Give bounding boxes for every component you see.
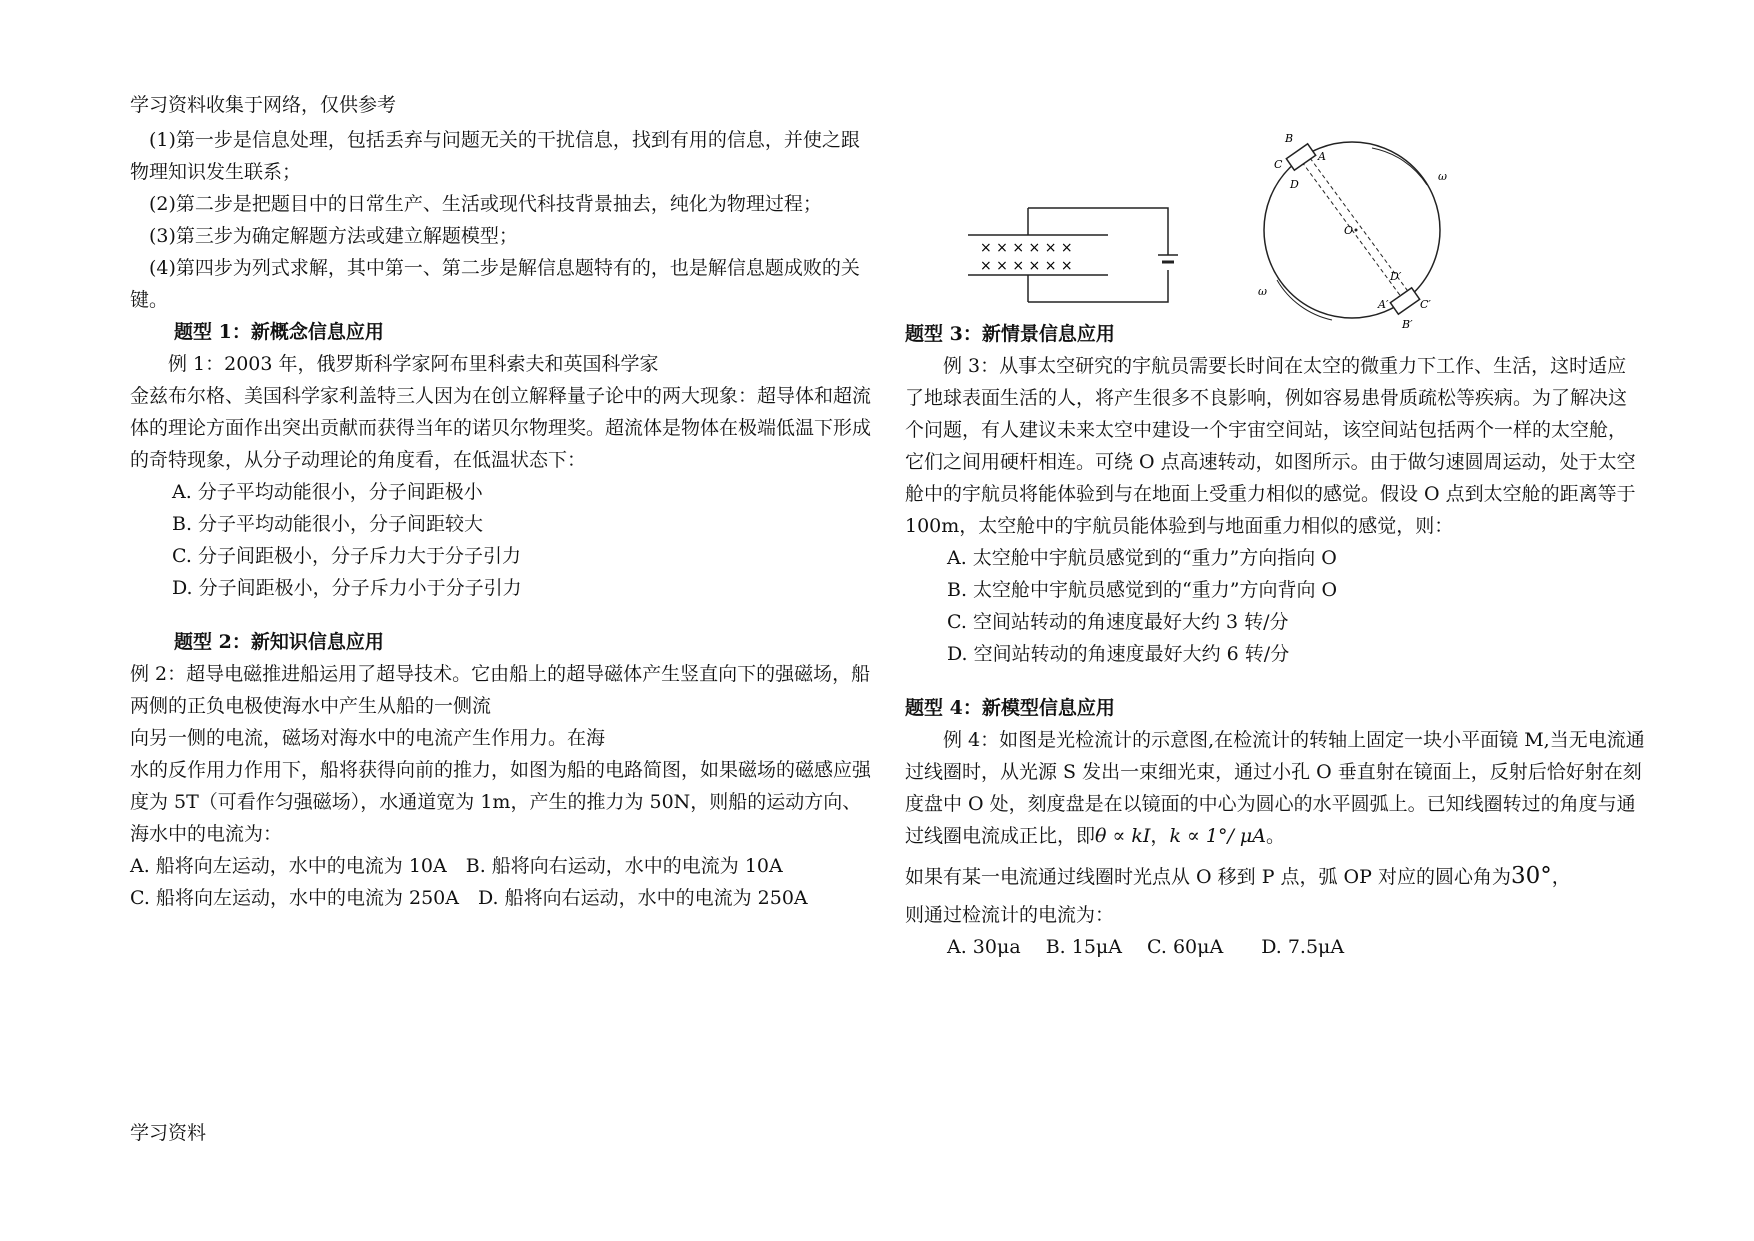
- example3-option-d: D. 空间站转动的角速度最好大约 6 转/分: [947, 643, 1290, 665]
- example3-option-a: A. 太空舱中宇航员感觉到的“重力”方向指向 O: [947, 547, 1337, 569]
- label-B: B: [1285, 132, 1294, 145]
- step-1: (1)第一步是信息处理，包括丢弃与问题无关的干扰信息，找到有用的信息，并使之跟物理知识发生联系；: [130, 129, 860, 183]
- space-station-figure: [1252, 130, 1452, 330]
- angle-value: 30°: [1510, 863, 1552, 889]
- label-omega-top: ω: [1438, 170, 1447, 183]
- example4-options: A. 30μa B. 15μA C. 60μA D. 7.5μA: [947, 936, 1345, 958]
- formula-separator: ，: [1150, 825, 1170, 847]
- type2-title: 题型 2：新知识信息应用: [174, 631, 384, 653]
- label-C-prime: C′: [1420, 298, 1431, 311]
- field-marks-row2: × × × × × ×: [980, 258, 1073, 274]
- step-4: (4)第四步为列式求解，其中第一、第二步是解信息题特有的，也是解信息题成败的关键。: [130, 257, 860, 311]
- example3-option-b: B. 太空舱中宇航员感觉到的“重力”方向背向 O: [947, 579, 1338, 601]
- example4-stem: [905, 724, 1645, 852]
- example4-question-end: ，: [1551, 866, 1571, 888]
- example1-option-a: A. 分子平均动能很小，分子间距极小: [172, 481, 483, 503]
- right-column: [905, 318, 1645, 963]
- example1-stem-line1: 例 1：2003 年，俄罗斯科学家阿布里科索夫和英国科学家: [168, 353, 659, 375]
- example1-stem: 金兹布尔格、美国科学家利盖特三人因为在创立解释量子论中的两大现象：超导体和超流体的理论方面作出突出贡献而获得当年的诺贝尔物理奖。超流体是物体在极端低温下形成的奇特现象，从分子动理论的角度看，在低温状态下：: [130, 385, 872, 471]
- example2-options-ab: A. 船将向左运动，水中的电流为 10A B. 船将向右运动，水中的电流为 10A: [130, 855, 783, 877]
- example4-question-text: 如果有某一电流通过线圈时光点从 O 移到 P 点，弧 OP 对应的圆心角为: [905, 866, 1511, 888]
- left-column: [130, 124, 875, 914]
- label-D-prime: D′: [1390, 270, 1402, 283]
- example2-line2: 向另一侧的电流，磁场对海水中的电流产生作用力。在海: [130, 727, 606, 749]
- label-C: C: [1274, 158, 1283, 171]
- formula-k: k ∝ 1°/ μA: [1169, 825, 1266, 847]
- step-3: (3)第三步为确定解题方法或建立解题模型；: [149, 225, 518, 247]
- type4-title: 题型 4：新模型信息应用: [905, 697, 1115, 719]
- type1-title: 题型 1：新概念信息应用: [174, 321, 384, 343]
- page-footer: 学习资料: [130, 1122, 207, 1144]
- example4-ask: 则通过检流计的电流为：: [905, 904, 1115, 926]
- label-B-prime: B′: [1402, 318, 1413, 330]
- type3-title: 题型 3：新情景信息应用: [905, 323, 1115, 345]
- label-D: D: [1290, 178, 1299, 191]
- label-A-prime: A′: [1378, 298, 1389, 311]
- ship-circuit-figure: [968, 200, 1188, 310]
- label-omega-bottom: ω: [1258, 285, 1267, 298]
- label-A: A: [1318, 150, 1326, 163]
- example1-option-d: D. 分子间距极小，分子斥力小于分子引力: [172, 577, 522, 599]
- formula-theta: θ ∝ kI: [1095, 825, 1151, 847]
- step-2: (2)第二步是把题目中的日常生产、生活或现代科技背景抽去，纯化为物理过程；: [149, 193, 822, 215]
- example4-question: [905, 860, 1645, 893]
- example4-stem-text: 例 4：如图是光检流计的示意图,在检流计的转轴上固定一块小平面镜 M,当无电流通过线圈时，从光源 S 发出一束细光束，通过小孔 O 垂直射在镜面上，反射后恰好射在刻度盘中 O 处，刻度盘是在以镜面的中心为圆心的水平圆弧上。已知线圈转过的角度与通过线圈电流成正比，即: [905, 729, 1645, 847]
- page-header: 学习资料收集于网络，仅供参考: [130, 94, 397, 116]
- example1-option-b: B. 分子平均动能很小，分子间距较大: [172, 513, 484, 535]
- example3-stem: 例 3：从事太空研究的宇航员需要长时间在太空的微重力下工作、生活，这时适应了地球表面生活的人，将产生很多不良影响，例如容易患骨质疏松等疾病。为了解决这个问题，有人建议未来太空中建设一个宇宙空间站，该空间站包括两个一样的太空舱，它们之间用硬杆相连。可绕 O 点高速转动，如图所示。由于做匀速圆周运动，处于太空舱中的宇航员将能体验到与在地面上受重力相似的感觉。假设 O 点到太空舱的距离等于 100m，太空舱中的宇航员能体验到与地面重力相似的感觉，则：: [905, 355, 1636, 537]
- label-O: O: [1344, 224, 1354, 237]
- example4-stem-end: 。: [1266, 825, 1286, 847]
- example2-line1: 例 2：超导电磁推进船运用了超导技术。它由船上的超导磁体产生竖直向下的强磁场，船两侧的正负电极使海水中产生从船的一侧流: [130, 663, 871, 717]
- example3-option-c: C. 空间站转动的角速度最好大约 3 转/分: [947, 611, 1289, 633]
- example2-line3: 水的反作用力作用下，船将获得向前的推力，如图为船的电路简图，如果磁场的磁感应强度为 5T（可看作匀强磁场），水通道宽为 1m，产生的推力为 50N，则船的运动方向、海水中的电流为：: [130, 759, 872, 845]
- example2-options-cd: C. 船将向左运动，水中的电流为 250A D. 船将向右运动，水中的电流为 250A: [130, 887, 808, 909]
- field-marks-row1: × × × × × ×: [980, 240, 1073, 256]
- example1-option-c: C. 分子间距极小，分子斥力大于分子引力: [172, 545, 521, 567]
